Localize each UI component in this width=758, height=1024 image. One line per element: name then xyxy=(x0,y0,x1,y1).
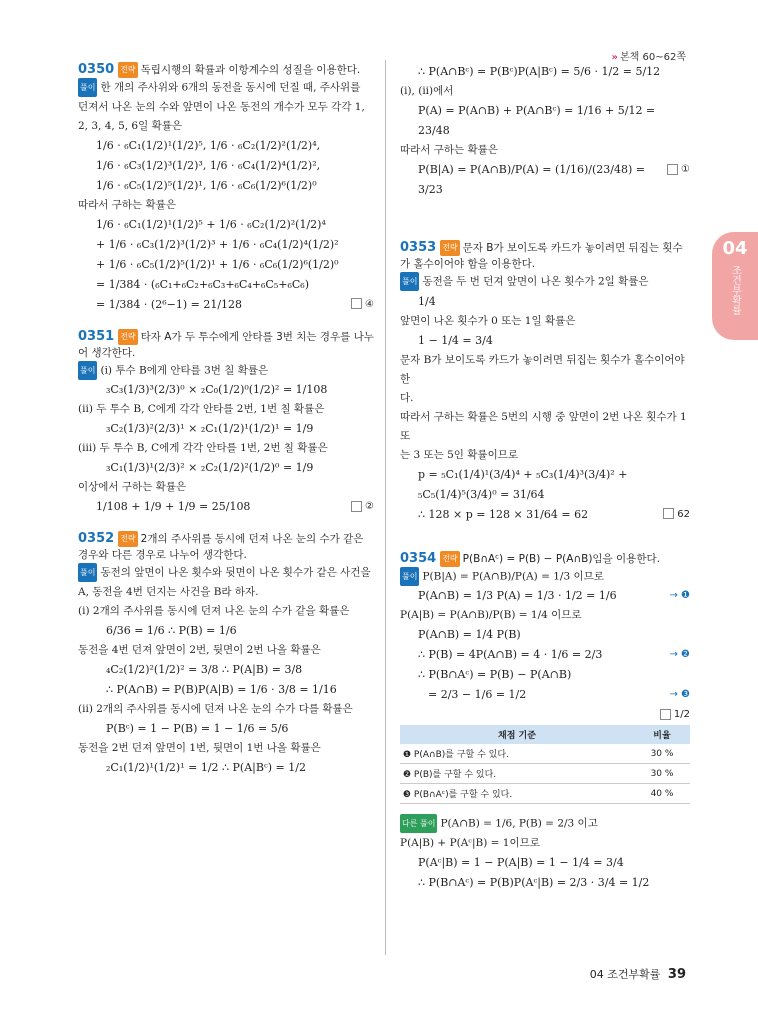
strategy-text: 독립시행의 확률과 이항계수의 성질을 이용한다. xyxy=(140,64,361,76)
answer-mark: ① xyxy=(667,160,690,180)
table-header: 채점 기준 xyxy=(400,725,634,744)
chapter-name: 조건부확률 xyxy=(729,265,741,315)
text-line: 동전을 4번 던져 앞면이 2번, 뒷면이 2번 나올 확률은 xyxy=(78,643,321,656)
equation: 1/4 xyxy=(418,294,436,308)
equation: 1/6 · ₆C₃(1/2)³(1/2)³, 1/6 · ₆C₄(1/2)⁴(1/2)², xyxy=(96,158,321,172)
answer-mark: 1/2 xyxy=(660,705,690,725)
strategy-text: 타자 A가 두 투수에게 안타를 3번 치는 경우를 나누어 생각한다. xyxy=(78,330,374,359)
equation: 1 − 1/4 = 3/4 xyxy=(418,333,493,347)
chapter-number: 04 xyxy=(722,238,748,259)
equation: P(B|A) = P(A∩B)/P(A) = 1/3 이므로 xyxy=(422,570,604,582)
strategy-tag: 전략 xyxy=(118,329,137,345)
text-line: 던져서 나온 눈의 수와 앞면이 나온 동전의 개수가 모두 각각 1, xyxy=(78,100,365,113)
chapter-tab[interactable] xyxy=(712,232,758,340)
equation: ∴ P(B∩Aᶜ) = P(B)P(Aᶜ|B) = 2/3 · 3/4 = 1/2 xyxy=(418,875,650,889)
answer-box-icon xyxy=(667,164,678,175)
text-line: 문자 B가 보이도록 카드가 놓이려면 뒤집는 횟수가 홀수이어야 한 xyxy=(400,353,685,385)
table-cell: ❶ P(A∩B)를 구할 수 있다. xyxy=(400,744,634,764)
problem-0353 xyxy=(400,240,690,525)
answer-mark: ④ xyxy=(351,295,374,315)
solution-tag: 풀이 xyxy=(400,567,419,586)
equation: ∴ P(A∩B) = P(B)P(A|B) = 1/6 · 3/8 = 1/16 xyxy=(106,682,337,696)
answer-box-icon xyxy=(663,508,674,519)
equation: P(Aᶜ|B) = 1 − P(A|B) = 1 − 1/4 = 3/4 xyxy=(418,855,624,869)
text-line: 따라서 구하는 확률은 xyxy=(78,198,176,211)
equation: ∴ 128 × p = 128 × 31/64 = 62 xyxy=(418,507,589,521)
answer-box-icon xyxy=(351,501,362,512)
answer-mark: 62 xyxy=(663,505,690,525)
problem-0354 xyxy=(400,551,690,893)
problem-number: 0352 xyxy=(78,531,115,546)
equation: P(B|A) = P(A∩B)/P(A) = (1/16)/(23/48) = 3/23 xyxy=(418,163,645,196)
equation: P(A|B) = P(A∩B)/P(B) = 1/4 이므로 xyxy=(400,609,582,621)
strategy-text: 2개의 주사위를 동시에 던져 나온 눈의 수가 같은 경우와 다른 경우로 나누어 생각한다. xyxy=(78,533,364,561)
equation: 1/6 · ₆C₁(1/2)¹(1/2)⁵ + 1/6 · ₆C₂(1/2)²(1/2)⁴ xyxy=(96,217,326,231)
problem-number: 0354 xyxy=(400,550,437,566)
step-marker: → ❶ xyxy=(669,590,690,601)
equation: + 1/6 · ₆C₃(1/2)³(1/2)³ + 1/6 · ₆C₄(1/2)⁴(1/2)² xyxy=(96,237,339,251)
equation: = 1/384 · (2⁶−1) = 21/128 xyxy=(96,297,243,311)
table-cell: 40 % xyxy=(634,784,690,804)
table-cell: 30 % xyxy=(634,744,690,764)
equation: ₂C₁(1/2)¹(1/2)¹ = 1/2 ∴ P(A|Bᶜ) = 1/2 xyxy=(106,760,306,774)
equation: p = ₅C₁(1/4)¹(3/4)⁴ + ₅C₃(1/4)³(3/4)² + ₅C₅(1/4)⁵(3/4)⁰ = 31/64 xyxy=(418,467,628,501)
text-line: (i) 투수 B에게 안타를 3번 칠 확률은 xyxy=(100,364,269,376)
text-line: 는 3 또는 5인 확률이므로 xyxy=(400,448,518,461)
text-line: 2, 3, 4, 5, 6일 확률은 xyxy=(78,119,183,132)
problem-0352-continued xyxy=(400,62,690,200)
step-marker: → ❸ xyxy=(669,689,690,700)
equation: 6/36 = 1/6 ∴ P(B) = 1/6 xyxy=(106,623,237,637)
text-line: (iii) 두 투수 B, C에게 각각 안타를 1번, 2번 칠 확률은 xyxy=(78,442,328,454)
text-line: 다. xyxy=(400,391,414,404)
equation: ∴ P(B) = 4P(A∩B) = 4 · 1/6 = 2/3 xyxy=(418,648,603,661)
strategy-tag: 전략 xyxy=(118,62,137,78)
strategy-text: P(B∩Aᶜ) = P(B) − P(A∩B)임을 이용한다. xyxy=(462,552,660,565)
text-line: 따라서 구하는 확률은 xyxy=(400,144,498,156)
grading-table xyxy=(400,725,690,804)
table-row xyxy=(400,764,690,784)
equation: ₄C₂(1/2)²(1/2)² = 3/8 ∴ P(A|B) = 3/8 xyxy=(106,662,303,676)
footer-chapter: 04 조건부확률 xyxy=(589,968,661,981)
table-row xyxy=(400,784,690,804)
problem-0350 xyxy=(78,62,374,315)
text-line: 앞면이 나온 횟수가 0 또는 1일 확률은 xyxy=(400,314,576,327)
table-row xyxy=(400,744,690,764)
problem-number: 0353 xyxy=(400,240,437,255)
text-line: (i) 2개의 주사위를 동시에 던져 나온 눈의 수가 같을 확률은 xyxy=(78,604,350,617)
equation: 1/6 · ₆C₁(1/2)¹(1/2)⁵, 1/6 · ₆C₂(1/2)²(1/2)⁴, xyxy=(96,138,321,152)
solution-tag: 풀이 xyxy=(78,361,97,380)
page-footer xyxy=(590,966,686,982)
table-cell: 30 % xyxy=(634,764,690,784)
equation: + 1/6 · ₆C₅(1/2)⁵(1/2)¹ + 1/6 · ₆C₆(1/2)⁶(1/2)⁰ xyxy=(96,257,339,271)
equation: = 2/3 − 1/6 = 1/2 xyxy=(428,688,527,701)
alternative-solution-tag: 다른 풀이 xyxy=(400,814,437,833)
left-column xyxy=(78,62,374,778)
equation: ∴ P(B∩Aᶜ) = P(B) − P(A∩B) xyxy=(418,668,572,681)
problem-0352 xyxy=(78,531,374,778)
page-number: 39 xyxy=(667,967,686,982)
text-line: 동전을 두 번 던져 앞면이 나온 횟수가 2일 확률은 xyxy=(422,275,649,288)
equation: ₃C₂(1/3)²(2/3)¹ × ₂C₁(1/2)¹(1/2)¹ = 1/9 xyxy=(106,422,314,435)
strategy-text: 문자 B가 보이도록 카드가 놓이려면 뒤집는 횟수가 홀수이어야 함을 이용한다. xyxy=(400,242,683,270)
text-line: (ii) 2개의 주사위를 동시에 던져 나온 눈의 수가 다를 확률은 xyxy=(78,702,353,715)
answer-mark: ② xyxy=(351,497,374,517)
equation: ₃C₁(1/3)¹(2/3)² × ₂C₂(1/2)²(1/2)⁰ = 1/9 xyxy=(106,461,314,474)
text-line: (i), (ii)에서 xyxy=(400,85,454,97)
text-line: (ii) 두 투수 B, C에게 각각 안타를 2번, 1번 칠 확률은 xyxy=(78,403,325,415)
equation: P(A∩B) = 1/3 P(A) = 1/3 · 1/2 = 1/6 xyxy=(418,589,617,602)
text-line: 동전의 앞면이 나온 횟수와 뒷면이 나온 횟수가 같은 사건을 xyxy=(100,566,371,579)
table-cell: ❸ P(B∩Aᶜ)를 구할 수 있다. xyxy=(400,784,634,804)
right-column xyxy=(400,62,690,893)
text-line: 동전을 2번 던져 앞면이 1번, 뒷면이 1번 나올 확률은 xyxy=(78,741,321,754)
equation: P(A|B) + P(Aᶜ|B) = 1이므로 xyxy=(400,836,540,849)
table-cell: ❷ P(B)를 구할 수 있다. xyxy=(400,764,634,784)
double-chevron-icon: » xyxy=(611,52,618,63)
equation: P(A) = P(A∩B) + P(A∩Bᶜ) = 1/16 + 5/12 = 23/48 xyxy=(418,104,656,137)
problem-0351 xyxy=(78,329,374,518)
solution-tag: 풀이 xyxy=(400,272,419,291)
text-line: 한 개의 주사위와 6개의 동전을 동시에 던질 때, 주사위를 xyxy=(100,81,361,94)
step-marker: → ❷ xyxy=(669,649,690,660)
equation: P(Bᶜ) = 1 − P(B) = 1 − 1/6 = 5/6 xyxy=(106,721,289,735)
column-divider xyxy=(385,60,386,955)
table-header: 비율 xyxy=(634,725,690,744)
equation: ∴ P(A∩Bᶜ) = P(Bᶜ)P(A|Bᶜ) = 5/6 · 1/2 = 5/12 xyxy=(418,65,661,78)
problem-number: 0351 xyxy=(78,328,115,344)
text-line: 이상에서 구하는 확률은 xyxy=(78,481,187,493)
text-line: A, 동전을 4번 던지는 사건을 B라 하자. xyxy=(78,585,259,598)
equation: = 1/384 · (₆C₁+₆C₂+₆C₃+₆C₄+₆C₅+₆C₆) xyxy=(96,277,309,291)
answer-box-icon xyxy=(660,709,671,720)
strategy-tag: 전략 xyxy=(118,531,137,547)
solution-tag: 풀이 xyxy=(78,78,97,97)
problem-number: 0350 xyxy=(78,62,115,77)
equation: ₃C₃(1/3)³(2/3)⁰ × ₂C₀(1/2)⁰(1/2)² = 1/108 xyxy=(106,383,328,396)
equation: P(A∩B) = 1/6, P(B) = 2/3 이고 xyxy=(440,817,598,830)
answer-box-icon xyxy=(351,298,362,309)
page-reference: » 본책 60~62쪽 xyxy=(611,52,686,63)
strategy-tag: 전략 xyxy=(440,240,459,256)
strategy-tag: 전략 xyxy=(440,551,459,567)
solution-tag: 풀이 xyxy=(78,563,97,582)
equation: P(A∩B) = 1/4 P(B) xyxy=(418,628,521,641)
text-line: 따라서 구하는 확률은 5번의 시행 중 앞면이 2번 나온 횟수가 1 또 xyxy=(400,410,687,442)
equation: 1/108 + 1/9 + 1/9 = 25/108 xyxy=(96,500,251,513)
equation: 1/6 · ₆C₅(1/2)⁵(1/2)¹, 1/6 · ₆C₆(1/2)⁶(1/2)⁰ xyxy=(96,178,317,192)
